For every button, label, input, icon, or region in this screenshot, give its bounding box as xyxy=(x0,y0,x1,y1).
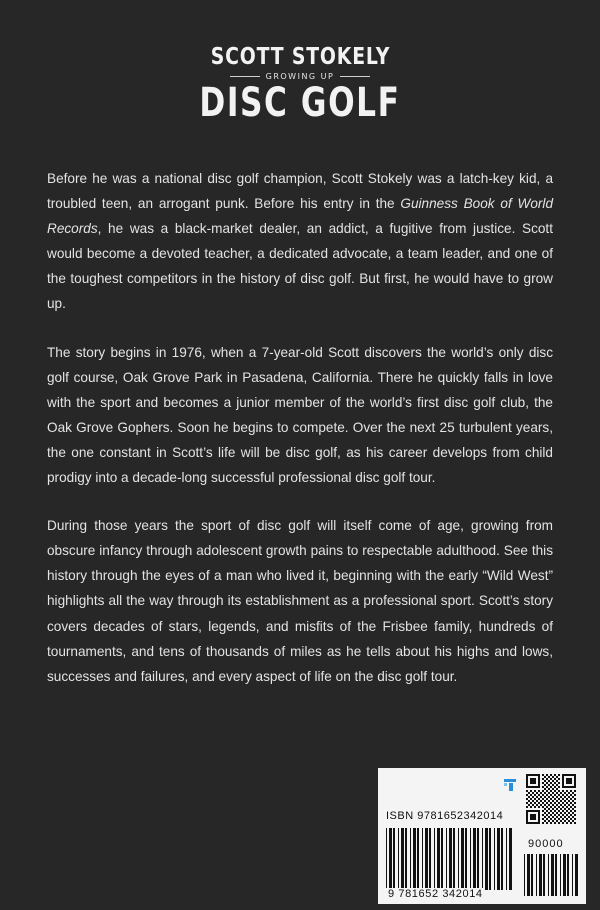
subtitle-rule-right xyxy=(340,76,370,77)
blurb-paragraph-3: During those years the sport of disc golf will itself come of age, growing from obscure infancy through adolescent growth pains to respectable adulthood. See this history through the eyes of a man who lived it, beginning with the early “Wild West” highlights all the way through its establishment as a professional sport. Scott’s story covers decades of stars, legends, and misfits of the Frisbee family, hundreds of tournaments, and tens of thousands of miles as he tells about his highs and lows, successes and failures, and every aspect of life on the disc golf tour. xyxy=(47,518,553,684)
barcode-digits: 9 781652 342014 xyxy=(388,888,483,900)
blurb-p1-text-a: Before he was a national disc golf champion, Scott Stokely was a latch-key kid, a troubled teen, an arrogant punk. Before his entry in the xyxy=(47,171,553,212)
price-code: 90000 xyxy=(528,838,564,850)
book-subtitle: GROWING UP xyxy=(265,72,335,81)
book-title: DISC GOLF xyxy=(199,80,401,126)
price-barcode xyxy=(524,854,578,896)
back-cover-blurb xyxy=(47,166,553,712)
isbn-barcode xyxy=(386,828,512,890)
blurb-paragraph-1 xyxy=(47,166,553,317)
cover-title-block xyxy=(0,44,600,126)
author-name: SCOTT STOKELY xyxy=(210,44,390,70)
isbn-label: ISBN 9781652342014 xyxy=(386,810,504,822)
qr-code-icon xyxy=(526,774,576,824)
blurb-paragraph-2: The story begins in 1976, when a 7-year-old Scott discovers the world’s only disc golf course, Oak Grove Park in Pasadena, California. There he quickly falls in love with the sport and becomes a junior member of the world’s first disc golf club, the Oak Grove Gophers. Soon he begins to compete. Over the next 25 turbulent years, the one constant in Scott’s life will be disc golf, as his career develops from child prodigy into a decade-long successful professional disc golf tour. xyxy=(47,344,553,486)
publisher-logo-icon xyxy=(503,778,517,792)
isbn-label-panel xyxy=(378,768,586,904)
book-of-records-title: Guinness Book of World Records xyxy=(47,196,554,237)
blurb-p1-text-b: , he was a black-market dealer, an addict, a fugitive from justice. Scott would become a devoted teacher, a dedicated advocate, a team leader, and one of the toughest competitors in the history of disc golf. But first, he would have to grow up. xyxy=(47,221,553,312)
subtitle-rule-left xyxy=(230,76,260,77)
